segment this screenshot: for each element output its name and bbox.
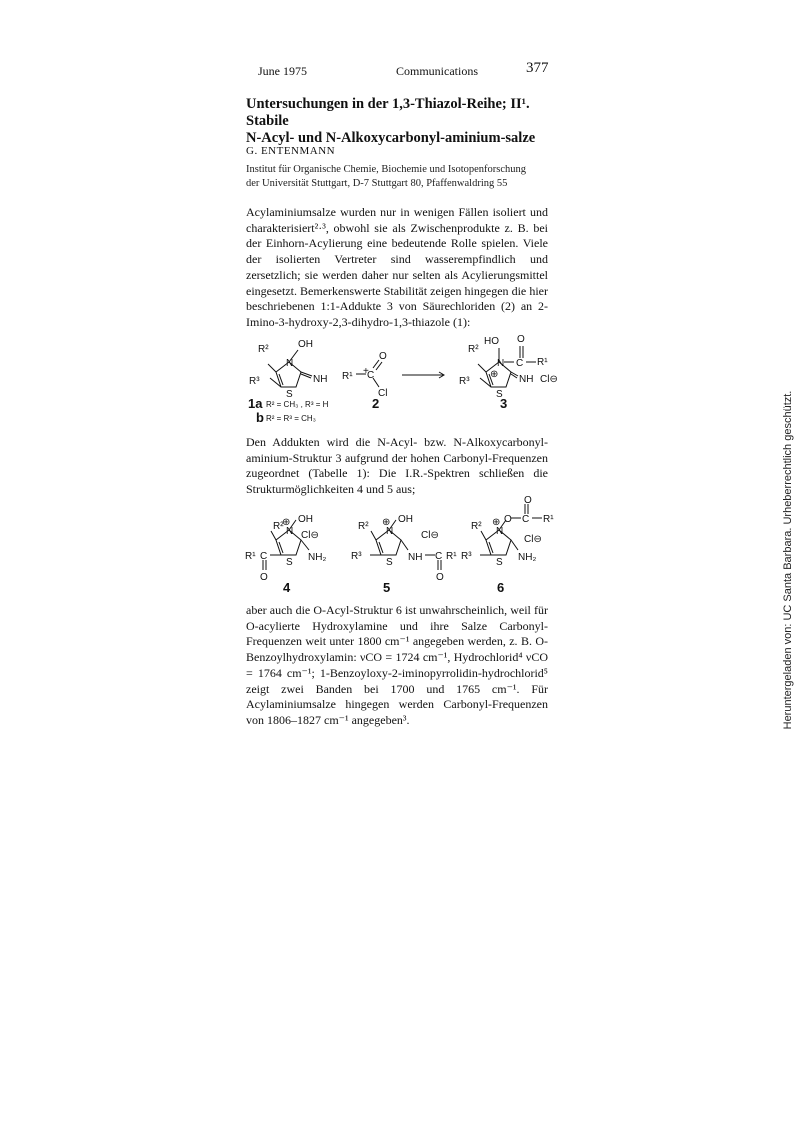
article-title bbox=[246, 96, 566, 147]
o-label-3: O bbox=[517, 334, 525, 345]
r1-label: R¹ bbox=[342, 371, 353, 382]
paragraph-intro bbox=[246, 205, 548, 331]
n-label-3: N bbox=[497, 358, 505, 369]
r1-label-5: R¹ bbox=[446, 551, 457, 562]
title-line-2: N-Acyl- und N-Alkoxycarbonyl-aminium-salze bbox=[246, 130, 536, 146]
n-label-4: N bbox=[286, 526, 294, 537]
plus-charge-4: ⊕ bbox=[282, 517, 291, 528]
r1-label-3: R¹ bbox=[537, 357, 548, 368]
affiliation-line-1: Institut für Organische Chemie, Biochemie und Isotopenforschung bbox=[246, 164, 527, 175]
n-label: N bbox=[286, 358, 294, 369]
r3-label-3: R³ bbox=[459, 376, 470, 387]
r3-label-6: R³ bbox=[461, 551, 472, 562]
r2-label-6: R² bbox=[471, 521, 482, 532]
r2-label-5: R² bbox=[358, 521, 369, 532]
o-label-6: O bbox=[504, 514, 512, 525]
r1-label-6: R¹ bbox=[543, 514, 554, 525]
s-label-6: S bbox=[496, 557, 503, 568]
carbonyl-o-label-6: O bbox=[524, 495, 532, 506]
ho-label: HO bbox=[484, 336, 499, 347]
compound-6-label: 6 bbox=[497, 580, 505, 595]
alternative-structures bbox=[245, 495, 556, 595]
structure-5 bbox=[351, 514, 457, 583]
chloride-label-5: Cl⊖ bbox=[421, 530, 439, 541]
nh2-label-4: NH₂ bbox=[308, 552, 327, 563]
journal-section: Communications bbox=[396, 64, 478, 78]
page-number: 377 bbox=[526, 60, 549, 76]
r2-label: R² bbox=[258, 344, 269, 355]
n-label-6: N bbox=[496, 526, 504, 537]
nh2-label-6: NH₂ bbox=[518, 552, 537, 563]
compound-4-label: 4 bbox=[283, 580, 291, 595]
paragraph-3-text: aber auch die O-Acyl-Struktur 6 ist unwahrscheinlich, weil für O-acylierte Hydroxylamine und ihre Salze Carbonyl-Frequenzen weit unter 1800 cm⁻¹ angegeben werden, z. B. O-Benzoylhydroxylamin: νCO = 1724 cm⁻¹, Hydrochlorid⁴ νCO = 1764 cm⁻¹; 1-Benzoyloxy-2-iminopyrrolidin-hydrochlorid⁵ zeigt zwei Banden bei 1700 und 1765 cm⁻¹. Für Acylaminiumsalze hingegen werden Carbonyl-Frequenzen von 1806–1827 cm⁻¹ angegeben³. bbox=[246, 603, 548, 727]
chloride-label-6: Cl⊖ bbox=[524, 534, 542, 545]
compound-1-structure bbox=[249, 339, 327, 400]
s-label-4: S bbox=[286, 557, 293, 568]
compound-5-label: 5 bbox=[383, 580, 391, 595]
c-label-4: C bbox=[260, 551, 268, 562]
affiliation bbox=[246, 163, 566, 191]
paragraph-structure-assignment bbox=[246, 435, 548, 498]
structure-6 bbox=[461, 495, 554, 568]
c-label: C bbox=[367, 370, 375, 381]
affiliation-line-2: der Universität Stuttgart, D-7 Stuttgart 80, Pfaffenwaldring 55 bbox=[246, 178, 508, 189]
n-label-5: N bbox=[386, 526, 394, 537]
compound-1b-label: b bbox=[256, 410, 264, 425]
author-name: G. ENTENMANN bbox=[246, 145, 336, 157]
chloride-label: Cl⊖ bbox=[540, 374, 558, 385]
c-label-3: C bbox=[516, 358, 524, 369]
r2-label-3: R² bbox=[468, 344, 479, 355]
nh-label-5: NH bbox=[408, 552, 423, 563]
oh-label: OH bbox=[298, 339, 313, 350]
paragraph-o-acyl bbox=[246, 603, 548, 729]
journal-date: June 1975 bbox=[258, 64, 307, 78]
cl-label: Cl bbox=[378, 388, 388, 399]
compound-3-structure bbox=[459, 334, 558, 400]
compound-1a-label: 1a bbox=[248, 396, 263, 411]
s-label-5: S bbox=[386, 557, 393, 568]
compound-1a-substituents: R² = CH₃ , R³ = H bbox=[266, 400, 329, 409]
plus-charge-5: ⊕ bbox=[382, 517, 391, 528]
c-label-5: C bbox=[435, 551, 443, 562]
s-label-3: S bbox=[496, 389, 503, 400]
download-notice: Heruntergeladen von: UC Santa Barbara. Urheberrechtlich geschützt. bbox=[782, 390, 794, 730]
r3-label: R³ bbox=[249, 376, 260, 387]
o-label: O bbox=[379, 351, 387, 362]
paragraph-2-text: Den Addukten wird die N-Acyl- bzw. N-Alkoxycarbonyl-aminium-Struktur 3 aufgrund der hohen Carbonyl-Frequenzen zugeordnet (Tabelle 1): Die I.R.-Spektren schließen die Strukturmöglichkeiten 4 und 5 aus; bbox=[246, 435, 548, 497]
o-label-4: O bbox=[260, 572, 268, 583]
paragraph-1-text: Acylaminiumsalze wurden nur in wenigen Fällen isoliert und charakterisiert²·³, obwohl sie als Zwischenprodukte z. B. bei der Einhorn-Acylierung eine bedeutende Rolle spielen. Viele der isolierten Vertreter sind wasserempfindlich und zersetzlich; sie werden daher nur selten als Acylierungsmittel eingesetzt. Bemerkenswerte Stabilität zeigen hingegen die hier beschriebenen 1:1-Addukte 3 von Säurechloriden (2) an 2-Imino-3-hydroxy-2,3-dihydro-1,3-thiazole (1): bbox=[246, 205, 548, 329]
reaction-scheme bbox=[246, 332, 556, 432]
compound-3-label: 3 bbox=[500, 396, 508, 411]
c-label-6: C bbox=[522, 514, 530, 525]
plus-charge: ⊕ bbox=[490, 369, 499, 380]
oh-label-5: OH bbox=[398, 514, 413, 525]
plus-sign: + bbox=[363, 366, 369, 377]
o-label-5: O bbox=[436, 572, 444, 583]
r3-label-5: R³ bbox=[351, 551, 362, 562]
compound-1b-substituents: R² = R³ = CH₃ bbox=[266, 414, 316, 423]
structure-4 bbox=[245, 514, 326, 583]
nh-label: NH bbox=[313, 374, 328, 385]
s-label: S bbox=[286, 389, 293, 400]
r2-label-4: R² bbox=[273, 521, 284, 532]
r1-label-4: R¹ bbox=[245, 551, 256, 562]
nh-label-3: NH bbox=[519, 374, 534, 385]
compound-2-label: 2 bbox=[372, 396, 380, 411]
plus-charge-6: ⊕ bbox=[492, 517, 501, 528]
title-line-1: Untersuchungen in der 1,3-Thiazol-Reihe; II¹. Stabile bbox=[246, 96, 530, 129]
oh-label-4: OH bbox=[298, 514, 313, 525]
chloride-label-4: Cl⊖ bbox=[301, 530, 319, 541]
